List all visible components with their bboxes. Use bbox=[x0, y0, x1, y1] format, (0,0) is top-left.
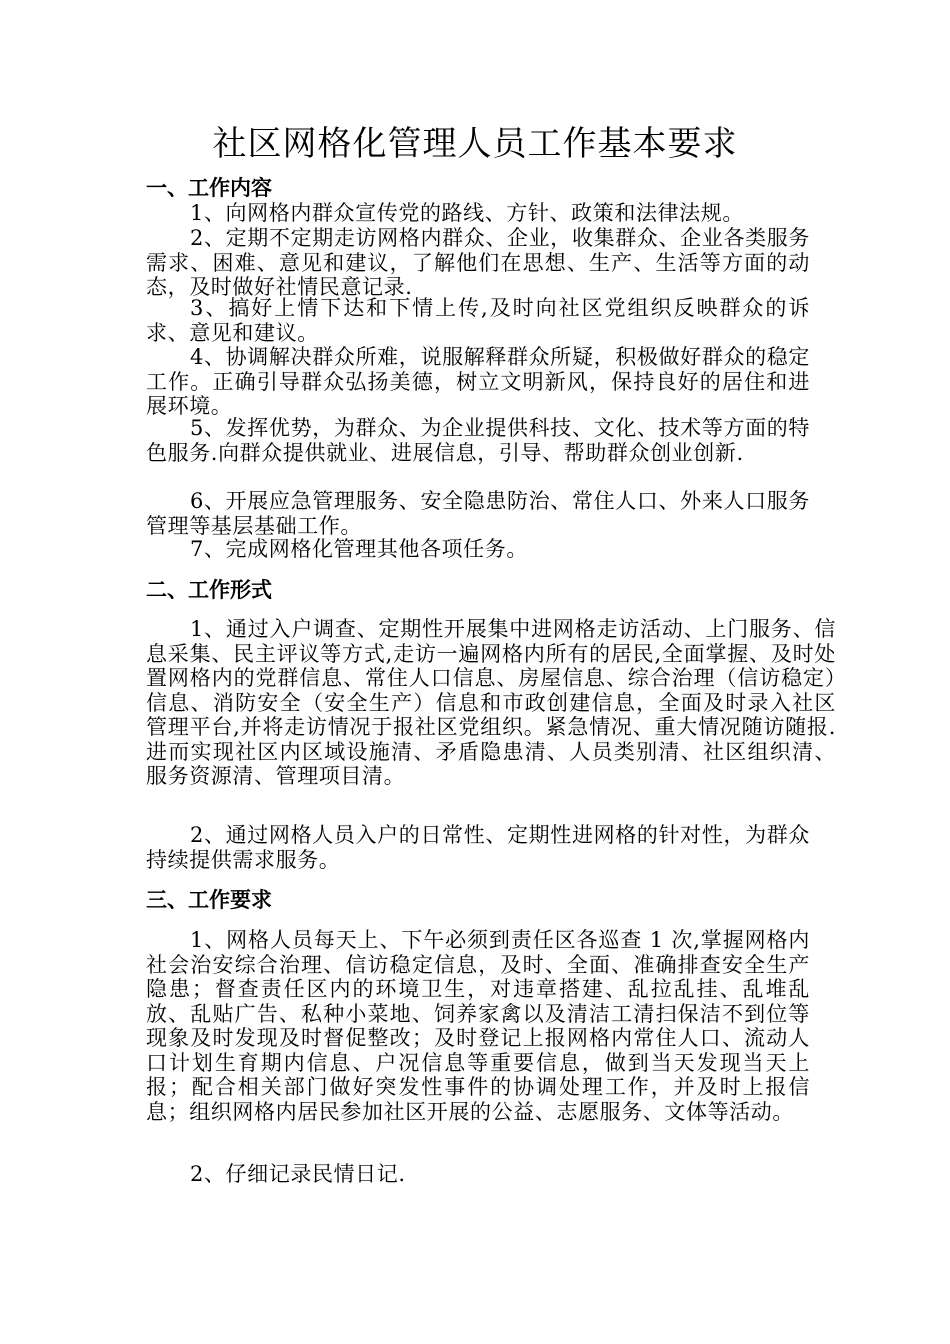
section-heading-form: 二、工作形式 bbox=[146, 578, 272, 602]
form-item-2: 2、通过网格人员入户的日常性、定期性进网格的针对性，为群众持续提供需求服务。 bbox=[146, 823, 810, 872]
content-item-3: 3、搞好上情下达和下情上传,及时向社区党组织反映群众的诉求、意见和建议。 bbox=[146, 296, 810, 345]
requirement-item-2: 2、仔细记录民情日记. bbox=[190, 1162, 406, 1186]
content-item-2: 2、定期不定期走访网格内群众、企业，收集群众、企业各类服务需求、困难、意见和建议，了解他们在思想、生产、生活等方面的动态，及时做好社情民意记录. bbox=[146, 226, 810, 299]
content-item-7: 7、完成网格化管理其他各项任务。 bbox=[190, 537, 528, 561]
section-heading-content: 一、工作内容 bbox=[146, 176, 272, 200]
content-item-4: 4、协调解决群众所难，说服解释群众所疑，积极做好群众的稳定工作。正确引导群众弘扬美德，树立文明新风，保持良好的居住和进展环境。 bbox=[146, 345, 810, 418]
requirement-item-1: 1、网格人员每天上、下午必须到责任区各巡查 1 次,掌握网格内社会治安综合治理、信访稳定信息，及时、全面、准确排查安全生产隐患；督查责任区内的环境卫生，对违章搭建、乱拉乱挂、乱堆乱放、乱贴广告、私种小菜地、饲养家禽以及清洁工清扫保洁不到位等现象及时发现及时督促整改；及时登记上报网格内常住人口、流动人口计划生育期内信息、户况信息等重要信息，做到当天发现当天上报；配合相关部门做好突发性事件的协调处理工作，并及时上报信息；组织网格内居民参加社区开展的公益、志愿服务、文体等活动。 bbox=[146, 928, 810, 1124]
document-title: 社区网格化管理人员工作基本要求 bbox=[212, 124, 738, 164]
form-item-1: 1、通过入户调查、定期性开展集中进网格走访活动、上门服务、信息采集、民主评议等方式,走访一遍网格内所有的居民,全面掌握、及时处置网格内的党群信息、常住人口信息、房屋信息、综合治理（信访稳定）信息、消防安全（安全生产）信息和市政创建信息，全面及时录入社区管理平台,并将走访情况于报社区党组织。紧急情况、重大情况随访随报.进而实现社区内区域设施清、矛盾隐患清、人员类别清、社区组织清、服务资源清、管理项目清。 bbox=[146, 617, 836, 788]
content-item-1: 1、向网格内群众宣传党的路线、方针、政策和法律法规。 bbox=[190, 201, 744, 225]
section-heading-requirements: 三、工作要求 bbox=[146, 888, 272, 912]
content-item-6: 6、开展应急管理服务、安全隐患防治、常住人口、外来人口服务管理等基层基础工作。 bbox=[146, 489, 810, 538]
content-item-5: 5、发挥优势，为群众、为企业提供科技、文化、技术等方面的特色服务.向群众提供就业、进展信息，引导、帮助群众创业创新. bbox=[146, 416, 810, 465]
